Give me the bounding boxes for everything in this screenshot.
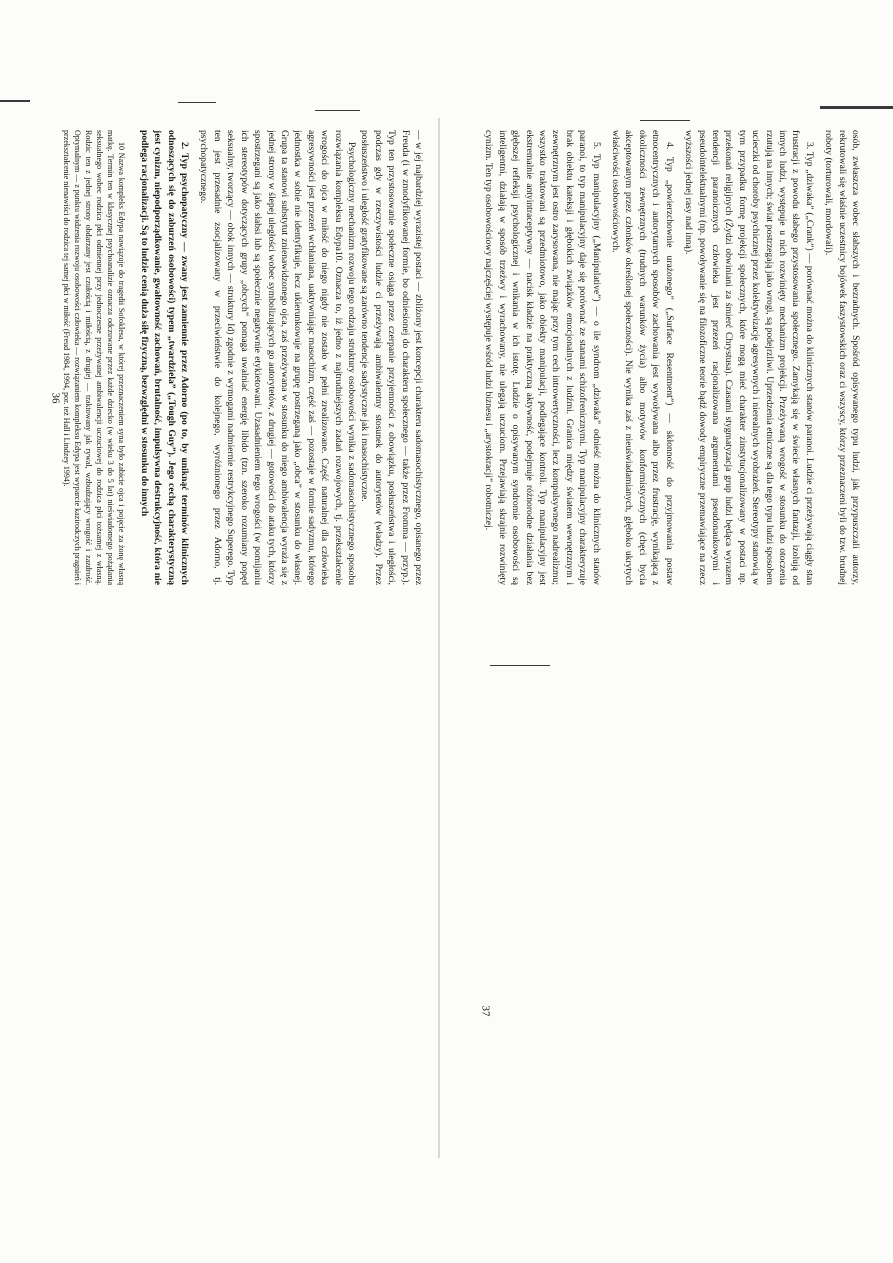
book-spine (438, 118, 440, 1158)
scan-edge-mark (178, 102, 216, 103)
scan-edge-mark (490, 665, 550, 666)
paragraph: 4. Typ „powierzchownie urażonego” („Surface Resentment”) — skłonność do przyjmowania postaw etnocentrycznych i autorytarnych sposobów zachowania jest wywoływana albo przez frustrację, wynikającą z okoliczności zewnętrznych (trudnych warunków życia) albo motywów konformistycznych (chęci bycia akceptowanym przez członków określonej społeczności). Nie wynika zaś z nieuświadamianych, głęboko ukrytych właściwości osobowościowych. (610, 130, 675, 585)
page-number-right: 37 (479, 1005, 492, 1017)
section-paragraph: 2. Typ psychopatyczny — zwany jest zamiennie przez Adorno (po to, by uniknąć terminów klinicznych odnoszących się do zaburzeń osobowości) typem „twardziela” („Tough Guy”). Jego cechą charakterystyczną jest cynizm, niepodporządkowanie, gwałtowność zachowań, brutalność, impulsywna destrukcyjność, która nie podlega racjonalizacji. Są to ludzie cenią duża siłę fizyczną, bezwzględni w stosunku do innych (138, 130, 191, 585)
scan-edge-mark (0, 100, 30, 102)
paragraph: 5. Typ manipulacyjny („Manipulative”) — o ile syndrom „dziwaka” odnieść można do klinicznych stanów paranoi, to typ manipulacyjny daje się porównać ze stanami schizofrenicznymi. Typ manipulacyjny charakteryzuje brak obiektu kateksji i głębokich związków emocjonalnych z ludźmi. Granica między światem wewnętrznym i zewnętrznym jest ostro zarysowana, nie mając przy tym cech introwertyczności, lecz kompulsywnego nadrealizmu; wszystko traktowani są przedmiotowo, jako obiekty manipulacji, podlegające kontroli. Typ manipulacyjny jest ekstremalnie antyintraceptywny — nacisk kładzie na praktyczną aktywność, podejmuje różnorodne działania bez głębszej refleksji psychologicznej i wnikania w ich istotę. Ludzie o opisywanym syndromie osobowości są inteligentni, działają w sposób trzeźwy i wyrachowany, nie ulegają uczuciom. Przejawiają skrajnie rozwinięty cynizm. Ten typ osobowościowy najczęściej występuje wśród ludzi biznesu i „arystokracji” robotniczej. (483, 130, 602, 585)
right-page-body (482, 130, 862, 585)
left-page (15, 130, 425, 585)
paragraph: osób, zwłaszcza wobec słabszych i bezradnych. Spośród opisywanego typu ludzi, jak przypuszczali autorzy, rekrutowali się właśnie uczestnicy bojówek faszystowskich oraz ci wszyscy, którzy przeznaczeni byli do tzw. brudnej roboty (torturowali, mordowali). (823, 130, 861, 585)
paragraph: 3. Typ „dziwaka” („Crank”) — porównać można do klinicznych stanów paranoi. Ludzie ci przeżywają ciągły stan frustracji z powodu słabego przystosowania społecznego. Zamykają się w świecie własnych fantazji, izolują od innych ludzi, występuje u nich rozwinięty mechanizm projekcji. Przeżywaną wrogość w stosunku do otoczenia rzutują na innych; świat postrzegają jako wrogi, są podejrzliwi. Uprzedzenia etniczne są dla tego typu ludzi sposobem ucieczki od choroby psychicznej przez kolektywizację agresywnych i nierealnych wyobrażeń. Stereotypy stanowią w tym przypadku formę projekcji społecznych, które mogą mieć charakter zinstytucjonalizowany w postaci np. przekonań religijnych (Żydzi obwiniani za śmierć Chrystusa). Czasami stygmatyzacja grup ludzi będąca wyrazem tendencji paranoicznych człowieka jest przezeń racjonalizowana argumentami pseudonaukowymi i pseudointelektualnymi (np. powoływanie się na filozoficzne teorie bądź dowody empiryczne przemawiające na rzecz wyższości jednej rasy nad inną). (683, 130, 815, 585)
scan-edge-mark (640, 120, 690, 121)
right-page (452, 130, 862, 585)
footnote (61, 130, 127, 585)
scan-edge-mark (820, 106, 893, 109)
paragraph: Psychologiczny mechanizm rozwoju tego rodzaju struktury osobowości wynika z sadomasochistycznego sposobu rozwiązania kompleksu Edypa10. Oznacza to, iż jedno z najtrudniejszych zadań rozwojowych, tj. przekształcenie wrogości do ojca w miłość do niego nigdy nie zostało w pełni zrealizowane. Część naturalnej dla człowieka agresywności jest przezeń wchłaniana, uaktywniając masochizm, część zaś — pozostaje w formie sadyzmu, którego jednostka w sobie nie identyfikuje, lecz ukierunkowuje na grupę postrzeganą jako „obca” w stosunku do własnej. Grupa ta stanowi substytut znienawidzonego ojca, zaś przeżywana w stosunku do niego ambiwalencja wyraża się z jednej strony w ślepej uległości wobec symbolizujących go autorytetów, z drugiej — gotowości do ataku tych, którzy spostrzegani są jako słabsi lub są społecznie negatywnie etykietowani. Uzasadnieniem tego wrogości (w pomijaniu ich stereotypów dotyczących grupy „obcych” pomaga uwalniać energię libido (tzn. szeroko rozumiany popęd seksualny, tworzący — obok innych — struktury Id) zgodnie z wymogami nadmiernie restrykcyjnego Superego. Typ ten jest przesadnie zsocjalizowany w przeciwieństwie do kolejnego, wyróżnionego przez Adorno, tj. psychopatycznego. (198, 130, 357, 585)
scan-edge-mark (315, 110, 360, 111)
paragraph: — w jej najbardziej wyrazistej postaci — zbliżony jest koncepcji charakteru sadomasochistycznego, opisanego przez Freuda (i w zmodyfikowanej formie, bo odniesionej do charakteru społecznego — także przez Fromma — przyp.). Typ ten przystosowanie społeczne osiąga przez czerpanie przyjemności z obowiązku, posłuszeństwa i uległości, podczas gdy w rzeczywistości ludzie ci przeżywają ambiwalentny stosunek do autorytetów (władzy). Przez posłuszeństwo i uległość gratyfikowane są zarówno tendencje sadystyczne jak i masochistyczne. (359, 130, 424, 585)
left-page-body (137, 130, 425, 585)
footnote-text: 10 Nazwa kompleks Edypa nawiązuje do tragedii Sofoklesa, w której przeznaczeniem syna było zabicie ojca i pojęcie za żonę własną matkę. Termin ten w klasycznej psychoanalizie oznacza odczuwane przez każde dziecko (w wieku 3 do 5 lat) nieświadomego pożądania seksualnego wobec rodzica płci odmiennej przy jednoczesne przeżywanej ambiwalencji uczuciowej do rodzica płci tożsamej z własną. Rodzic ten z jednej strony obdarzany jest czułością i miłością, z drugiej — traktowany jak rywal, wzbudzający wrogość i zazdrość. Optymalnym — z punktu widzenia rozwoju osobowości człowieka — rozwiązaniem kompleksu Edypa jest wyparcie kazirodczych pragnień i przekształcenie nienawiści do rodzica tej samej płci w miłość (Freud 1984, 1994, por. też Hall i Lindzey 1994). (62, 130, 127, 585)
page-number-left: 36 (49, 392, 62, 404)
